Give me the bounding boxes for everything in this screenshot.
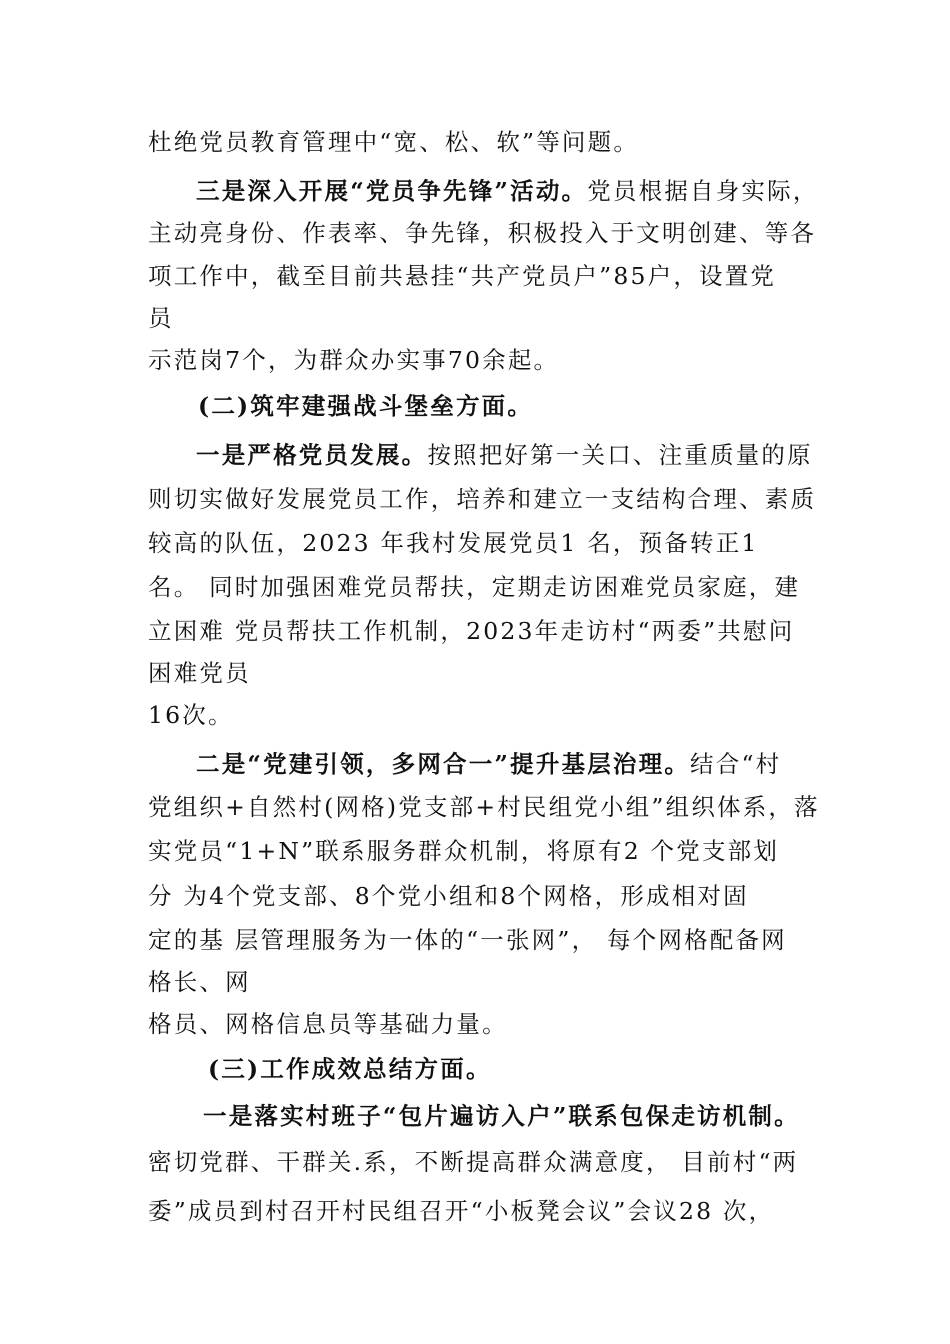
paragraph-heading: 一是严格党员发展。 <box>196 441 428 469</box>
text-line <box>148 528 759 558</box>
text-segment: 党组织+自然村(网格)党支部+村民组党小组”组织体系，落 <box>148 793 820 821</box>
text-line <box>148 1009 508 1039</box>
section-heading-text: (二)筑牢建强战斗堡垒方面。 <box>198 392 534 420</box>
section-heading-text: (三)工作成效总结方面。 <box>208 1055 492 1083</box>
text-line <box>148 836 779 866</box>
text-line <box>148 967 251 997</box>
text-segment: 示范岗7个，为群众办实事70余起。 <box>148 346 560 374</box>
text-segment: 格员、网格信息员等基础力量。 <box>148 1010 508 1038</box>
text-segment: 分 为4个党支部、8个党小组和8个网格，形成相对固 <box>148 882 749 910</box>
text-segment: 党员根据自身实际， <box>587 177 819 205</box>
text-segment: 较高的队伍，2023 年我村发展党员1 名，预备转正1 <box>148 529 759 557</box>
text-line <box>148 218 816 248</box>
text-segment: 主动亮身份、作表率、争先锋，积极投入于文明创建、等各 <box>148 219 817 247</box>
text-line <box>148 127 639 157</box>
text-line <box>148 881 749 911</box>
section-heading <box>208 1054 492 1084</box>
text-segment: 项工作中，截至目前共悬挂“共产党员户”85户，设置党 <box>148 262 777 290</box>
text-line <box>148 792 820 822</box>
text-line <box>148 484 816 514</box>
text-segment: 定的基 层管理服务为一体的“一张网”， 每个网格配备网 <box>148 926 787 954</box>
text-segment: 名。 同时加强困难党员帮扶，定期走访困难党员家庭，建 <box>148 573 801 601</box>
text-segment: 实党员“1+N”联系服务群众机制，将原有2 个党支部划 <box>148 837 780 865</box>
text-line <box>148 303 174 333</box>
paragraph-heading: 一是落实村班子“包片遍访入户”联系包保走访机制。 <box>203 1102 800 1130</box>
text-segment: 员 <box>148 304 174 332</box>
text-segment: 杜绝党员教育管理中“宽、松、软”等问题。 <box>148 128 640 156</box>
text-segment: 委”成员到村召开村民组召开“小板凳会议”会议28 次， <box>148 1197 775 1225</box>
section-heading <box>198 391 533 421</box>
paragraph-start-line <box>196 749 781 779</box>
text-segment: 困难党员 <box>148 659 251 687</box>
text-line <box>148 658 251 688</box>
text-line <box>148 1147 798 1177</box>
text-segment: 按照把好第一关口、注重质量的原 <box>427 441 813 469</box>
text-line <box>148 925 787 955</box>
text-line <box>148 616 794 646</box>
paragraph-start-line <box>196 176 819 206</box>
text-line <box>148 261 776 291</box>
text-segment: 格长、网 <box>148 968 251 996</box>
text-line <box>148 572 800 602</box>
paragraph-start-line <box>203 1101 800 1131</box>
text-line <box>148 700 234 730</box>
paragraph-heading: 三是深入开展“党员争先锋”活动。 <box>196 177 588 205</box>
text-segment: 立困难 党员帮扶工作机制，2023年走访村“两委”共慰问 <box>148 617 795 645</box>
text-segment: 16次。 <box>148 701 234 729</box>
paragraph-heading: 二是“党建引领，多网合一”提升基层治理。 <box>196 750 691 778</box>
text-segment: 结合“村 <box>690 750 782 778</box>
text-segment: 则切实做好发展党员工作，培养和建立一支结构合理、素质 <box>148 485 817 513</box>
paragraph-start-line <box>196 440 813 470</box>
text-segment: 密切党群、干群关.系，不断提高群众满意度， 目前村“两 <box>148 1148 799 1176</box>
text-line <box>148 345 559 375</box>
text-line <box>148 1196 774 1226</box>
